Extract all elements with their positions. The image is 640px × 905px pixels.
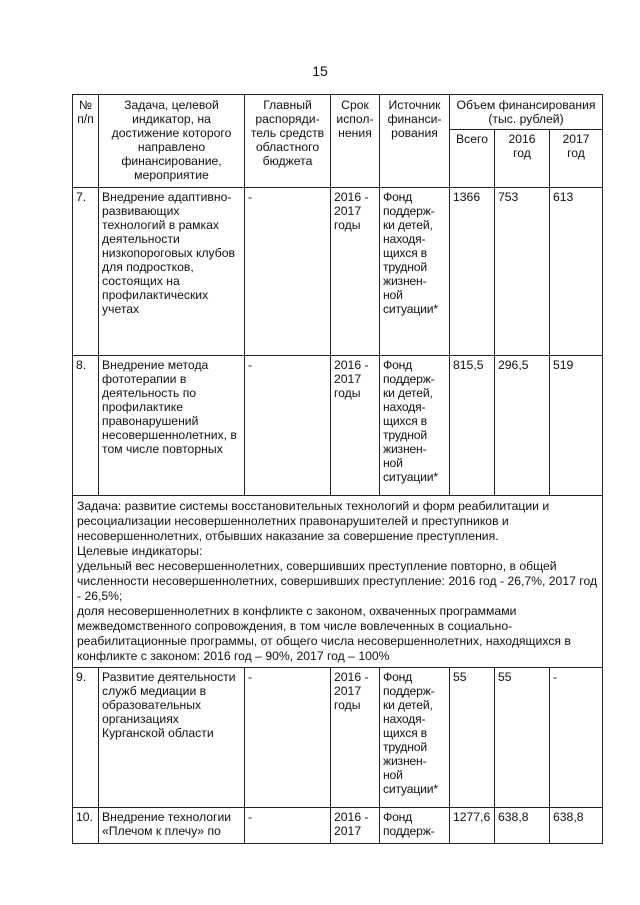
row-manager: - <box>245 808 331 844</box>
header-2016: 2016 год <box>495 130 550 188</box>
header-num-text: № п/п <box>77 98 94 126</box>
row-2016: 296,5 <box>495 356 550 496</box>
row-2016: 753 <box>495 188 550 356</box>
row-task: Внедрение метода фототерапии в деятельность по профилактике правонарушений несовершеннолетних, в том числе повторных <box>99 356 245 496</box>
row-task: Внедрение адаптивно-развивающих технологий в рамках деятельности низкопороговых клубов для подростков, состоящих на профилактических учетах <box>99 188 245 356</box>
row-2016: 638,8 <box>495 808 550 844</box>
table-row <box>73 668 603 808</box>
header-task: Задача, целевой индикатор, на достижение которого направлено финансирование, мероприятие <box>99 95 245 188</box>
header-num <box>73 95 99 188</box>
row-total: 55 <box>450 668 495 808</box>
row-2016: 55 <box>495 668 550 808</box>
row-2017: 613 <box>550 188 603 356</box>
row-2017: - <box>550 668 603 808</box>
header-manager: Главный распоряди-тель средств областного бюджета <box>245 95 331 188</box>
indicators-heading: Целевые индикаторы: <box>77 544 203 558</box>
indicator-support-coverage: доля несовершеннолетних в конфликте с законом, охваченных программами межведомственного сопровождения, в том числе вовлеченных в социально-реабилитационные программы, от общего числа несовершеннолетних, находящихся в конфликте с законом: 2016 год – 90%, 2017 год – 100% <box>77 604 571 663</box>
row-term: 2016 - 2017 годы <box>331 356 380 496</box>
row-2017: 519 <box>550 356 603 496</box>
row-total: 1366 <box>450 188 495 356</box>
page-number: 15 <box>312 63 328 79</box>
indicator-repeat-offense: удельный вес несовершеннолетних, совершивших преступление повторно, в общей численности несовершеннолетних, совершивших преступление: 2016 год - 26,7%, 2017 год - 26,5%; <box>77 559 598 603</box>
row-source: Фонд поддерж-ки детей, находя-щихся в трудной жизнен-ной ситуации* <box>380 188 450 356</box>
row-num: 9. <box>73 668 99 808</box>
row-num: 8. <box>73 356 99 496</box>
header-source: Источник финанси-рования <box>380 95 450 188</box>
header-term: Срок испол-нения <box>331 95 380 188</box>
header-total: Всего <box>450 130 495 188</box>
row-num: 7. <box>73 188 99 356</box>
row-term: 2016 - 2017 годы <box>331 188 380 356</box>
row-2017: 638,8 <box>550 808 603 844</box>
header-volume: Объем финансирования (тыс. рублей) <box>450 95 603 130</box>
table-row <box>73 356 603 496</box>
row-manager: - <box>245 356 331 496</box>
row-task: Развитие деятельности служб медиации в образовательных организациях Курганской области <box>99 668 245 808</box>
row-source: Фонд поддерж-ки детей, находя-щихся в трудной жизнен-ной ситуации* <box>380 356 450 496</box>
task-text: Задача: развитие системы восстановительных технологий и форм реабилитации и ресоциализации несовершеннолетних правонарушителей и преступников и несовершеннолетних, отбывших наказание за совершение преступления. <box>77 499 550 543</box>
row-source: Фонд поддерж- <box>380 808 450 844</box>
table-row <box>73 808 603 844</box>
task-block-row <box>73 496 603 668</box>
row-term: 2016 - 2017 годы <box>331 668 380 808</box>
financing-table <box>72 94 603 844</box>
row-total: 1277,6 <box>450 808 495 844</box>
row-manager: - <box>245 188 331 356</box>
table-row <box>73 188 603 356</box>
row-task: Внедрение технологии «Плечом к плечу» по <box>99 808 245 844</box>
table-header-row <box>73 95 603 130</box>
row-source: Фонд поддерж-ки детей, находя-щихся в трудной жизнен-ной ситуации* <box>380 668 450 808</box>
row-num: 10. <box>73 808 99 844</box>
row-manager: - <box>245 668 331 808</box>
row-total: 815,5 <box>450 356 495 496</box>
task-block <box>73 496 603 668</box>
header-2017: 2017 год <box>550 130 603 188</box>
row-term: 2016 - 2017 <box>331 808 380 844</box>
